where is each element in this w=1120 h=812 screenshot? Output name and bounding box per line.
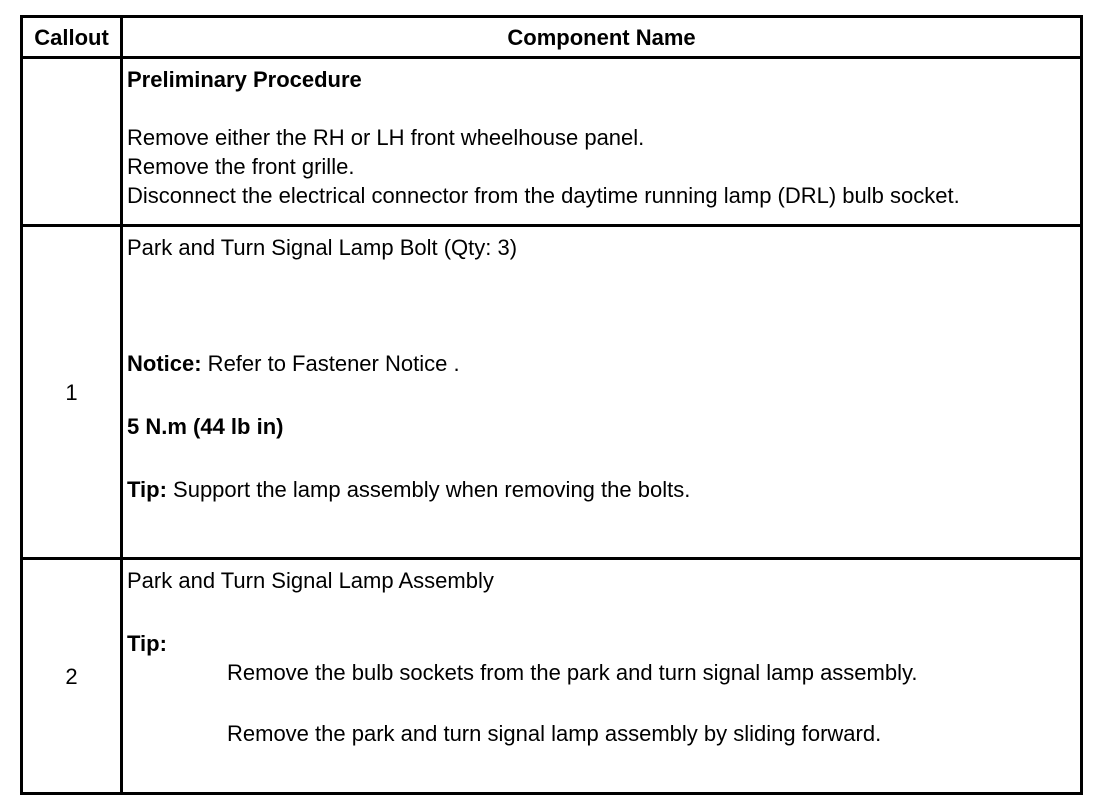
preliminary-step: Remove either the RH or LH front wheelhouse panel. — [127, 125, 645, 150]
component-cell — [122, 559, 1082, 794]
preliminary-step: Remove the front grille. — [127, 154, 355, 179]
procedure-page — [20, 15, 1080, 796]
notice-text: Refer to Fastener Notice . — [201, 351, 460, 376]
table-row — [22, 226, 1082, 559]
callout-number: 1 — [22, 226, 122, 559]
tip-item: Remove the park and turn signal lamp assembly by sliding forward. — [227, 721, 882, 746]
preliminary-step: Disconnect the electrical connector from the daytime running lamp (DRL) bulb socket. — [127, 183, 960, 208]
torque-spec: 5 N.m (44 lb in) — [127, 414, 284, 439]
callout-header: Callout — [22, 17, 122, 58]
preliminary-title: Preliminary Procedure — [127, 67, 362, 92]
notice-line — [127, 349, 1080, 378]
tip-item: Remove the bulb sockets from the park and turn signal lamp assembly. — [227, 660, 918, 685]
tip-text: Support the lamp assembly when removing the bolts. — [166, 477, 691, 502]
table-row — [22, 559, 1082, 794]
component-name-header: Component Name — [122, 17, 1082, 58]
tip-label: Tip: — [127, 477, 167, 502]
component-name: Park and Turn Signal Lamp Bolt (Qty: 3) — [127, 235, 518, 260]
component-name: Park and Turn Signal Lamp Assembly — [127, 568, 494, 593]
procedure-table — [20, 15, 1083, 795]
tip-line — [127, 475, 1080, 504]
preliminary-callout-cell — [22, 58, 122, 226]
notice-label: Notice: — [127, 351, 202, 376]
component-cell — [122, 226, 1082, 559]
preliminary-cell — [122, 58, 1082, 226]
header-row — [22, 17, 1082, 58]
callout-number: 2 — [22, 559, 122, 794]
preliminary-row — [22, 58, 1082, 226]
tip-label: Tip: — [127, 631, 167, 656]
